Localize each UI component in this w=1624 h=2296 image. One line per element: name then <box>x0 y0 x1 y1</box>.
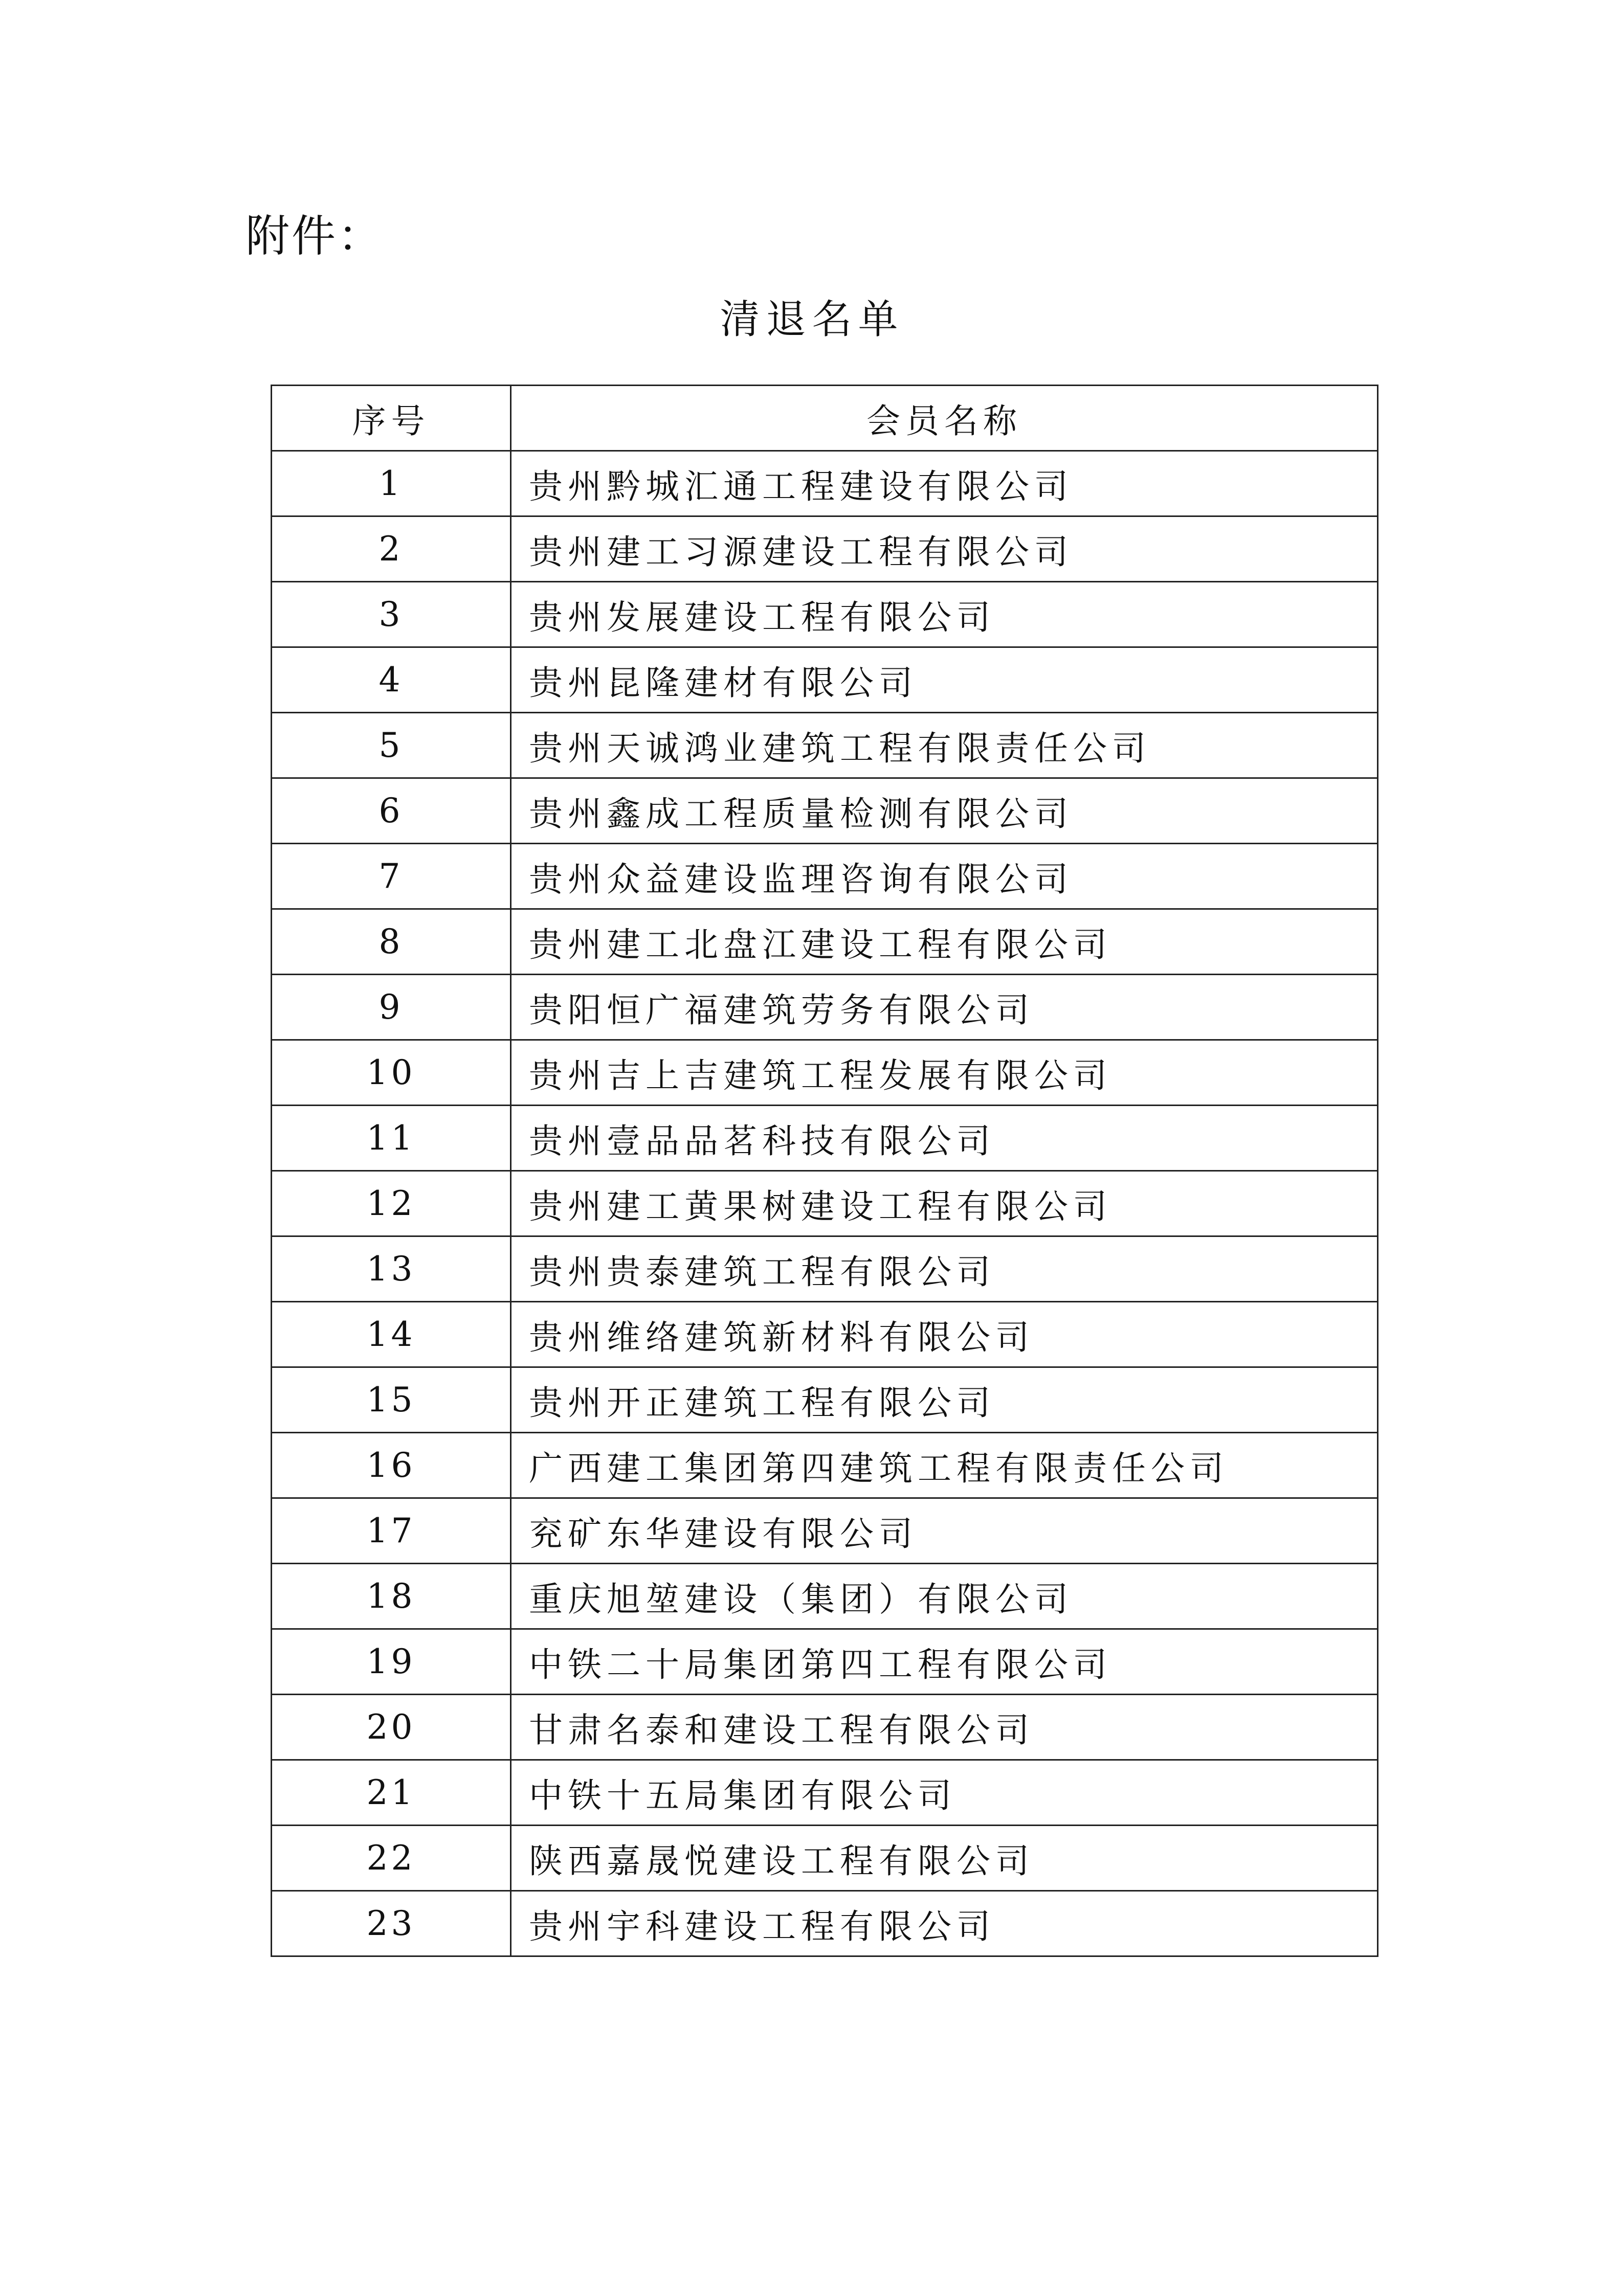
row-member-name: 贵州吉上吉建筑工程发展有限公司 <box>511 1040 1378 1106</box>
row-member-name: 广西建工集团第四建筑工程有限责任公司 <box>511 1433 1378 1498</box>
row-index: 1 <box>272 451 511 516</box>
row-index: 18 <box>272 1564 511 1629</box>
table-row <box>272 778 1378 844</box>
header-index: 序号 <box>272 386 511 451</box>
row-index: 8 <box>272 909 511 975</box>
row-member-name: 贵州开正建筑工程有限公司 <box>511 1367 1378 1433</box>
row-member-name: 贵州宇科建设工程有限公司 <box>511 1891 1378 1956</box>
row-index: 14 <box>272 1302 511 1367</box>
row-member-name: 贵州黔城汇通工程建设有限公司 <box>511 451 1378 516</box>
row-member-name: 陕西嘉晟悦建设工程有限公司 <box>511 1826 1378 1891</box>
table-row <box>272 1171 1378 1236</box>
row-index: 19 <box>272 1629 511 1695</box>
row-member-name: 中铁二十局集团第四工程有限公司 <box>511 1629 1378 1695</box>
row-index: 23 <box>272 1891 511 1956</box>
table-row <box>272 713 1378 778</box>
table-row <box>272 1695 1378 1760</box>
table-row <box>272 844 1378 909</box>
table-row <box>272 1433 1378 1498</box>
row-index: 2 <box>272 516 511 582</box>
table-row <box>272 1498 1378 1564</box>
row-index: 17 <box>272 1498 511 1564</box>
table-header-row <box>272 386 1378 451</box>
attachment-label: 附件： <box>246 211 384 262</box>
row-index: 6 <box>272 778 511 844</box>
table-row <box>272 975 1378 1040</box>
row-member-name: 贵州建工习源建设工程有限公司 <box>511 516 1378 582</box>
table-row <box>272 1302 1378 1367</box>
row-index: 22 <box>272 1826 511 1891</box>
row-member-name: 贵州建工黄果树建设工程有限公司 <box>511 1171 1378 1236</box>
row-index: 21 <box>272 1760 511 1826</box>
row-member-name: 贵州建工北盘江建设工程有限公司 <box>511 909 1378 975</box>
row-index: 7 <box>272 844 511 909</box>
row-member-name: 贵州天诚鸿业建筑工程有限责任公司 <box>511 713 1378 778</box>
table-row <box>272 1629 1378 1695</box>
row-index: 15 <box>272 1367 511 1433</box>
table-row <box>272 1040 1378 1106</box>
row-member-name: 中铁十五局集团有限公司 <box>511 1760 1378 1826</box>
row-member-name: 甘肃名泰和建设工程有限公司 <box>511 1695 1378 1760</box>
table-row <box>272 516 1378 582</box>
table-row <box>272 1760 1378 1826</box>
table-row <box>272 1367 1378 1433</box>
row-member-name: 贵州鑫成工程质量检测有限公司 <box>511 778 1378 844</box>
row-member-name: 贵阳恒广福建筑劳务有限公司 <box>511 975 1378 1040</box>
row-index: 4 <box>272 647 511 713</box>
row-member-name: 贵州发展建设工程有限公司 <box>511 582 1378 647</box>
row-member-name: 贵州维络建筑新材料有限公司 <box>511 1302 1378 1367</box>
row-index: 16 <box>272 1433 511 1498</box>
row-index: 9 <box>272 975 511 1040</box>
row-member-name: 贵州众益建设监理咨询有限公司 <box>511 844 1378 909</box>
table-row <box>272 909 1378 975</box>
row-member-name: 重庆旭堃建设（集团）有限公司 <box>511 1564 1378 1629</box>
table-row <box>272 1236 1378 1302</box>
row-member-name: 贵州昆隆建材有限公司 <box>511 647 1378 713</box>
table-row <box>272 451 1378 516</box>
table-row <box>272 1564 1378 1629</box>
row-member-name: 贵州贵泰建筑工程有限公司 <box>511 1236 1378 1302</box>
row-index: 13 <box>272 1236 511 1302</box>
row-index: 5 <box>272 713 511 778</box>
row-index: 12 <box>272 1171 511 1236</box>
header-member-name: 会员名称 <box>511 386 1378 451</box>
table-row <box>272 582 1378 647</box>
row-index: 10 <box>272 1040 511 1106</box>
row-index: 11 <box>272 1106 511 1171</box>
row-member-name: 贵州壹品品茗科技有限公司 <box>511 1106 1378 1171</box>
table-row <box>272 1106 1378 1171</box>
table-row <box>272 1826 1378 1891</box>
table-row <box>272 647 1378 713</box>
row-index: 3 <box>272 582 511 647</box>
row-member-name: 兖矿东华建设有限公司 <box>511 1498 1378 1564</box>
table-row <box>272 1891 1378 1956</box>
row-index: 20 <box>272 1695 511 1760</box>
page-title: 清退名单 <box>720 297 904 343</box>
table-body <box>272 451 1378 1956</box>
member-table <box>271 385 1378 1957</box>
